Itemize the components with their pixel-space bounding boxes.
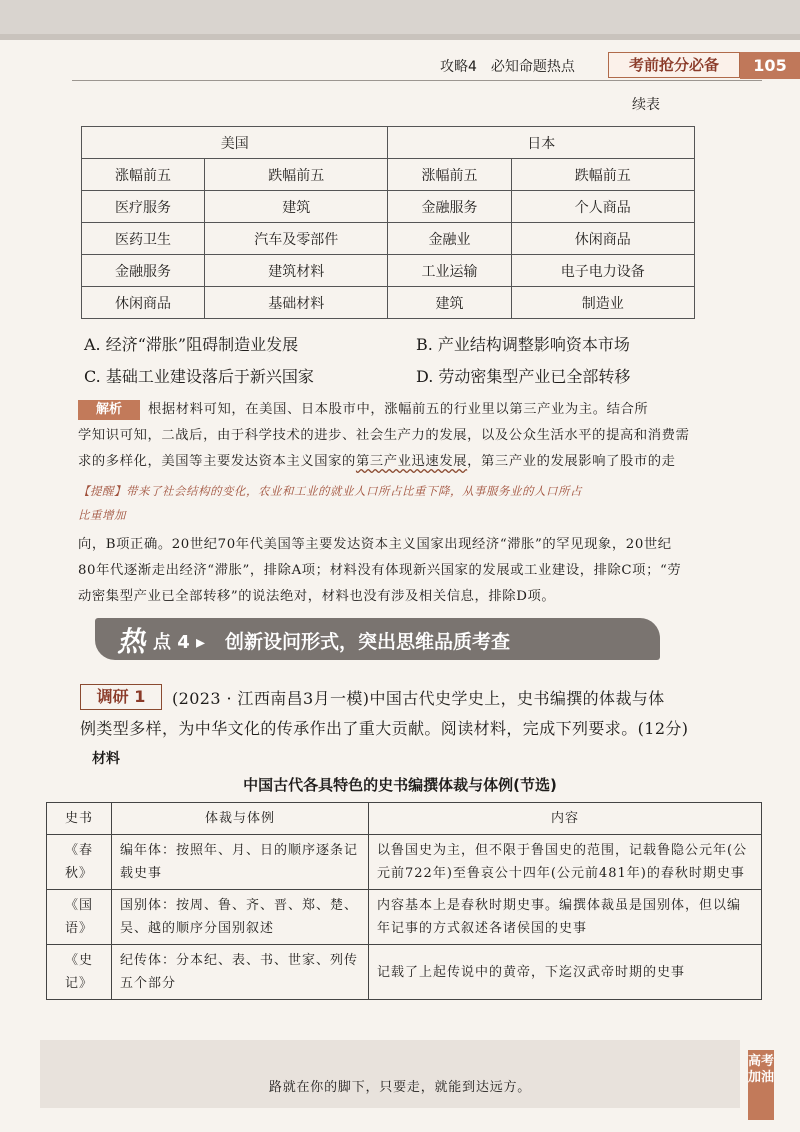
option-a: A. 经济“滞胀”阻碍制造业发展 [84,335,299,354]
table-cell: 个人商品 [511,191,694,223]
table-cell: 建筑材料 [205,255,388,287]
table-cell: 工业运输 [388,255,511,287]
material-label: 材料 [92,751,120,767]
country-usa: 美国 [82,127,388,159]
analysis-line: 求的多样化，美国等主要发达资本主义国家的第三产业迅速发展，第三产业的发展影响了股市的走 [78,454,676,469]
table-cell: 建筑 [205,191,388,223]
style-cell: 纪传体：分本纪、表、书、世家、列传五个部分 [112,945,369,1000]
column-header: 史书 [47,803,112,835]
hotspot-banner [95,618,660,660]
continued-label: 续表 [632,97,660,113]
section-badge: 考前抢分必备 [608,52,740,78]
option-b: B. 产业结构调整影响资本市场 [416,335,630,354]
hotspot-title: 创新设问形式，突出思维品质考查 [225,631,511,653]
table-cell: 金融服务 [82,255,205,287]
book-name: 《春秋》 [47,835,112,890]
analysis-line: 学知识可知，二战后，由于科学技术的进步、社会生产力的发展，以及公众生活水平的提高和消费需 [78,428,690,443]
subheader-cell: 跌幅前五 [205,159,388,191]
content-cell: 以鲁国史为主，但不限于鲁国史的范围，记载鲁隐公元年(公元前722年)至鲁哀公十四年(公元前481年)的春秋时期史事 [369,835,762,890]
footer-panel [40,1040,740,1108]
table-row [47,835,762,890]
table-cell: 汽车及零部件 [205,223,388,255]
stock-table [81,126,695,319]
subheader-cell: 涨幅前五 [82,159,205,191]
table-cell: 金融服务 [388,191,511,223]
option-d: D. 劳动密集型产业已全部转移 [416,367,631,386]
page-number: 105 [740,52,800,79]
subheader-cell: 跌幅前五 [511,159,694,191]
column-header: 体裁与体例 [112,803,369,835]
table-row [82,223,695,255]
hotspot-number: 点 4 ▸ [153,632,206,653]
analysis-line: 80年代逐渐走出经济“滞胀”，排除A项；材料没有体现新兴国家的发展或工业建设，排除C项；“劳 [78,563,682,578]
question-line: (2023 · 江西南昌3月一模)中国古代史学史上，史书编撰的体裁与体 [172,689,665,708]
subheader-row [82,159,695,191]
analysis-line: 动密集型产业已全部转移”的说法绝对，材料也没有涉及相关信息，排除D项。 [78,589,556,604]
column-header: 内容 [369,803,762,835]
content-cell: 记载了上起传说中的黄帝，下迄汉武帝时期的史事 [369,945,762,1000]
strategy-title: 攻略4 必知命题热点 [440,59,575,75]
country-header-row [82,127,695,159]
table-row [82,255,695,287]
style-cell: 编年体：按照年、月、日的顺序逐条记载史事 [112,835,369,890]
table-cell: 制造业 [511,287,694,319]
table-row [82,287,695,319]
page-top-edge [0,0,800,40]
table-cell: 医疗服务 [82,191,205,223]
country-japan: 日本 [388,127,695,159]
book-name: 《史记》 [47,945,112,1000]
emphasis-text: 第三产业迅速发展 [355,454,468,469]
style-cell: 国别体：按周、鲁、齐、晋、郑、楚、吴、越的顺序分国别叙述 [112,890,369,945]
history-table [46,802,762,1000]
page-header [440,52,787,78]
hot-glyph: 热 [117,625,146,658]
table-cell: 休闲商品 [511,223,694,255]
analysis-line: 根据材料可知，在美国、日本股市中，涨幅前五的行业里以第三产业为主。结合所 [148,402,649,417]
table-cell: 基础材料 [205,287,388,319]
table-cell: 建筑 [388,287,511,319]
table-cell: 休闲商品 [82,287,205,319]
subheader-cell: 涨幅前五 [388,159,511,191]
question-tag: 调研 1 [80,684,162,710]
table-title: 中国古代各具特色的史书编撰体裁与体例(节选) [243,776,557,794]
table-cell: 医药卫生 [82,223,205,255]
handwritten-note: 【提醒】带来了社会结构的变化，农业和工业的就业人口所占比重下降，从事服务业的人口所占 [78,484,582,498]
handwritten-note: 比重增加 [78,508,126,522]
question-line: 例类型多样，为中华文化的传承作出了重大贡献。阅读材料，完成下列要求。(12分) [80,719,689,738]
option-c: C. 基础工业建设落后于新兴国家 [84,367,314,386]
table-header-row [47,803,762,835]
analysis-line: 向，B项正确。20世纪70年代美国等主要发达资本主义国家出现经济“滞胀”的罕见现象，20世纪 [78,537,672,552]
table-row [47,890,762,945]
table-row [47,945,762,1000]
analysis-label: 解析 [78,400,140,420]
table-cell: 电子电力设备 [511,255,694,287]
header-divider [72,80,762,81]
side-tab: 高考加油 [748,1050,774,1120]
footer-quote: 路就在你的脚下，只要走，就能到达远方。 [268,1080,532,1095]
content-cell: 内容基本上是春秋时期史事。编撰体裁虽是国别体，但以编年记事的方式叙述各诸侯国的史事 [369,890,762,945]
table-row [82,191,695,223]
book-name: 《国语》 [47,890,112,945]
table-cell: 金融业 [388,223,511,255]
